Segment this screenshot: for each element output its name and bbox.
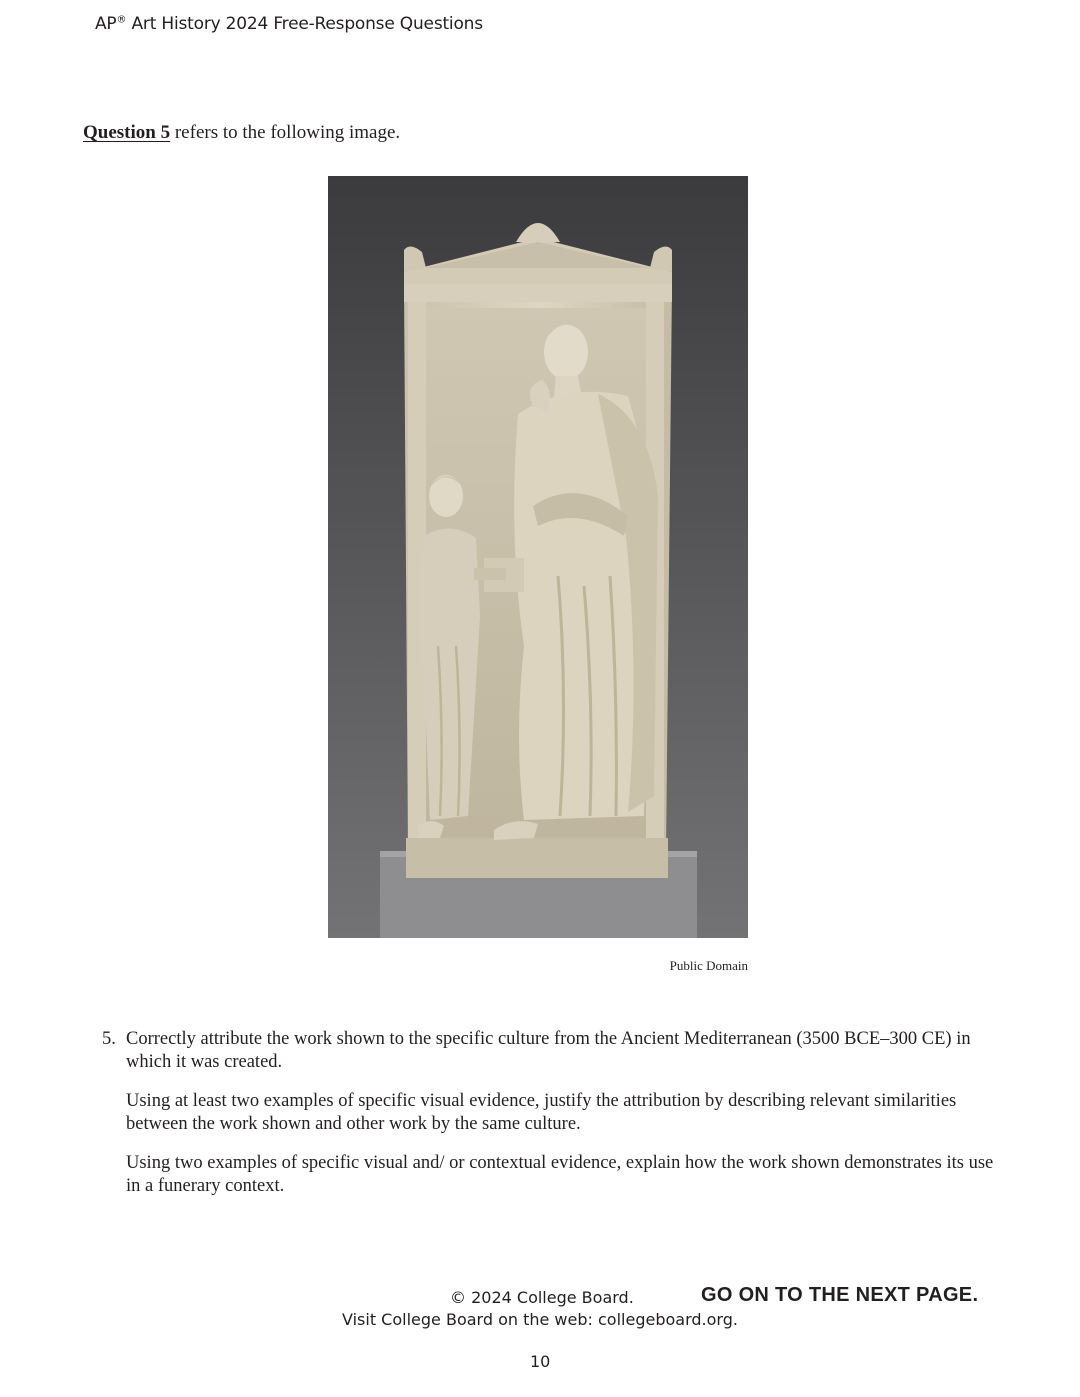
image-credit: Public Domain [669, 958, 748, 973]
question-paragraph-1: Correctly attribute the work shown to the specific culture from the Ancient Mediterranean (3500 BCE–300 CE) in which it was created. [126, 1029, 971, 1072]
page-header [95, 14, 483, 34]
artwork-image [328, 176, 748, 938]
question-intro [83, 122, 400, 144]
header-title: Art History 2024 Free-Response Questions [126, 14, 483, 34]
acroterion-right [650, 246, 672, 272]
footer-copyright: © 2024 College Board. [450, 1288, 634, 1307]
registered-mark: ® [116, 14, 127, 26]
page-number: 10 [530, 1352, 551, 1371]
go-on-next-page: GO ON TO THE NEXT PAGE. [701, 1284, 979, 1306]
header-prefix: AP [95, 14, 117, 34]
question-paragraph-2: Using at least two examples of specific visual evidence, justify the attribution by describing relevant similarities between the work shown and other work by the same culture. [126, 1091, 957, 1134]
acroterion-top [516, 223, 560, 242]
question-reference: Question 5 [83, 122, 171, 143]
question-number: 5. [102, 1029, 116, 1049]
acroterion-left [404, 246, 426, 272]
intro-text: refers to the following image. [170, 122, 401, 143]
grave-stele-illustration [328, 176, 748, 938]
question-paragraph-3: Using two examples of specific visual and/ or contextual evidence, explain how the work shown demonstrates its use in a funerary context. [126, 1153, 994, 1196]
question-block [102, 1028, 1002, 1214]
footer-website: Visit College Board on the web: collegeboard.org. [342, 1310, 738, 1329]
